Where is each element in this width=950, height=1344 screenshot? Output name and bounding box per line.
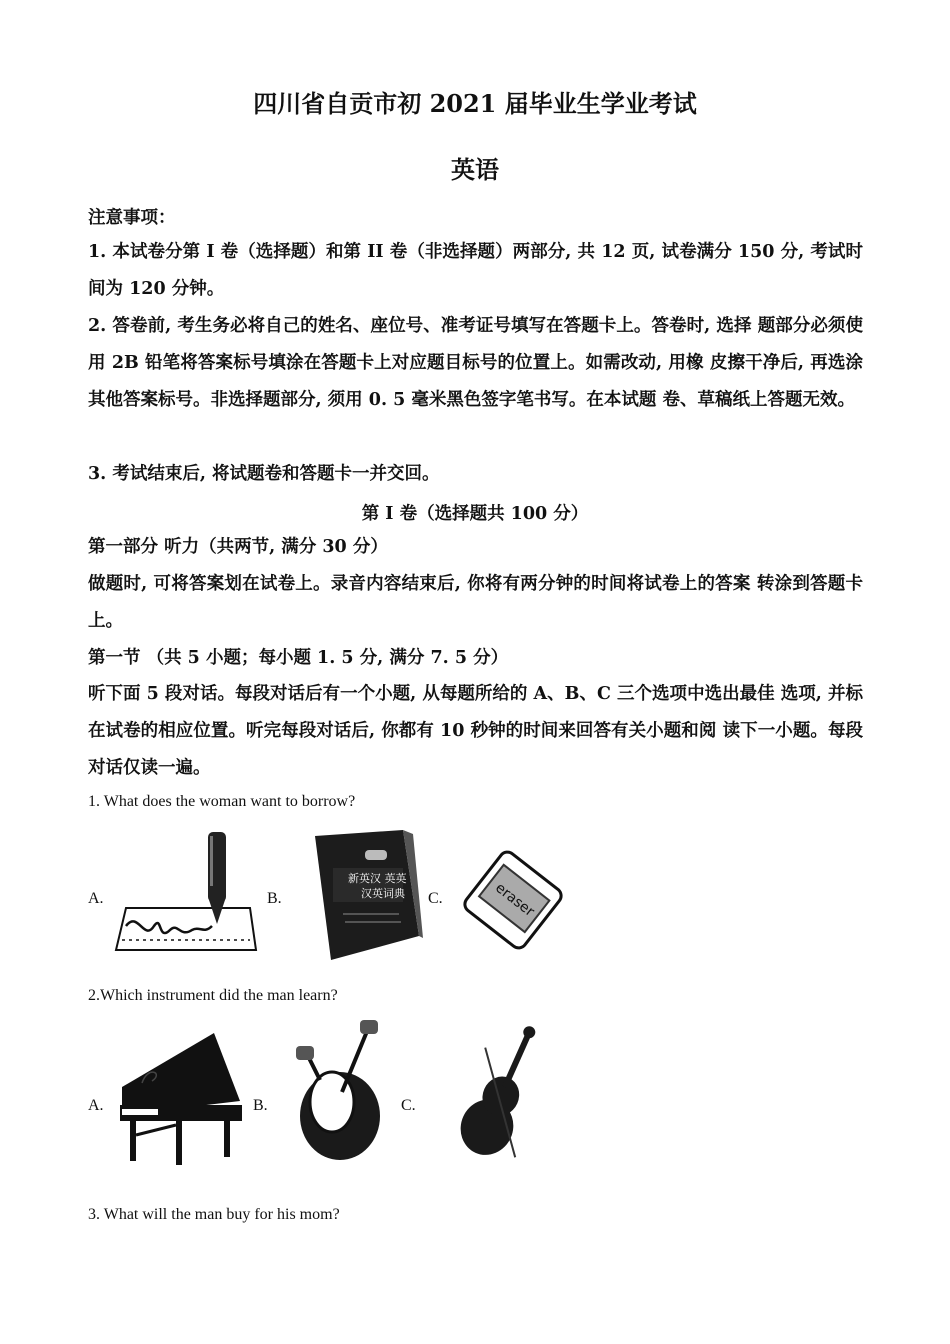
- question-1: 1. What does the woman want to borrow?: [88, 793, 356, 810]
- notice-item-2: 2. 答卷前, 考生务必将自己的姓名、座位号、准考证号填写在答题卡上。答卷时, 选择 题部分必须使用 2B 铅笔将答案标号填涂在答题卡上对应题目标号的位置上。如需改动, 用橡 皮擦干净后, 再选涂其他答案标号。非选择题部分, 须用 0. 5 毫米黑色签字笔书写。在本试题 卷、草稿纸上答题无效。: [88, 316, 863, 410]
- violin-image: [452, 1018, 547, 1168]
- eraser-image: [458, 838, 568, 963]
- q2-option-c-label: C.: [401, 1097, 416, 1114]
- eraser-label: eraser: [492, 879, 538, 921]
- question-2: 2.Which instrument did the man learn?: [88, 987, 338, 1004]
- question-3: 3. What will the man buy for his mom?: [88, 1206, 340, 1223]
- drum-image: [290, 1018, 390, 1168]
- notice-item-1: 1. 本试卷分第 I 卷（选择题）和第 II 卷（非选择题）两部分, 共 12 页, 试卷满分 150 分, 考试时间为 120 分钟。: [88, 242, 863, 299]
- piano-image: [112, 1025, 247, 1170]
- part-instructions: 做题时, 可将答案划在试卷上。录音内容结束后, 你将有两分钟的时间将试卷上的答案 转涂到答题卡上。: [88, 574, 863, 631]
- dictionary-title-line1: 新英汉 英英: [348, 872, 407, 885]
- pen-signing-image: [108, 830, 258, 960]
- notice-heading: 注意事项：: [88, 208, 176, 228]
- sub-section-instructions: 听下面 5 段对话。每段对话后有一个小题, 从每题所给的 A、B、C 三个选项中选出最佳 选项, 并标在试卷的相应位置。听完每段对话后, 你都有 10 秒钟的时间来回答有关小题和阅 读下一小题。每段对话仅读一遍。: [88, 684, 863, 778]
- dictionary-title-line2: 汉英词典: [361, 887, 405, 900]
- exam-title: 四川省自贡市初 2021 届毕业生学业考试: [253, 89, 697, 118]
- sub-section-title: 第一节 （共 5 小题；每小题 1. 5 分, 满分 7. 5 分）: [88, 648, 509, 668]
- part-title: 第一部分 听力（共两节, 满分 30 分）: [88, 537, 388, 557]
- q1-option-a-label: A.: [88, 890, 104, 907]
- q2-option-a-label: A.: [88, 1097, 104, 1114]
- dictionary-image: [303, 828, 423, 963]
- q1-option-b-label: B.: [267, 890, 282, 907]
- q1-option-c-label: C.: [428, 890, 443, 907]
- subject-title: 英语: [451, 155, 499, 184]
- q2-option-b-label: B.: [253, 1097, 268, 1114]
- notice-item-3: 3. 考试结束后, 将试题卷和答题卡一并交回。: [88, 464, 440, 484]
- volume-title: 第 I 卷（选择题共 100 分）: [361, 504, 589, 524]
